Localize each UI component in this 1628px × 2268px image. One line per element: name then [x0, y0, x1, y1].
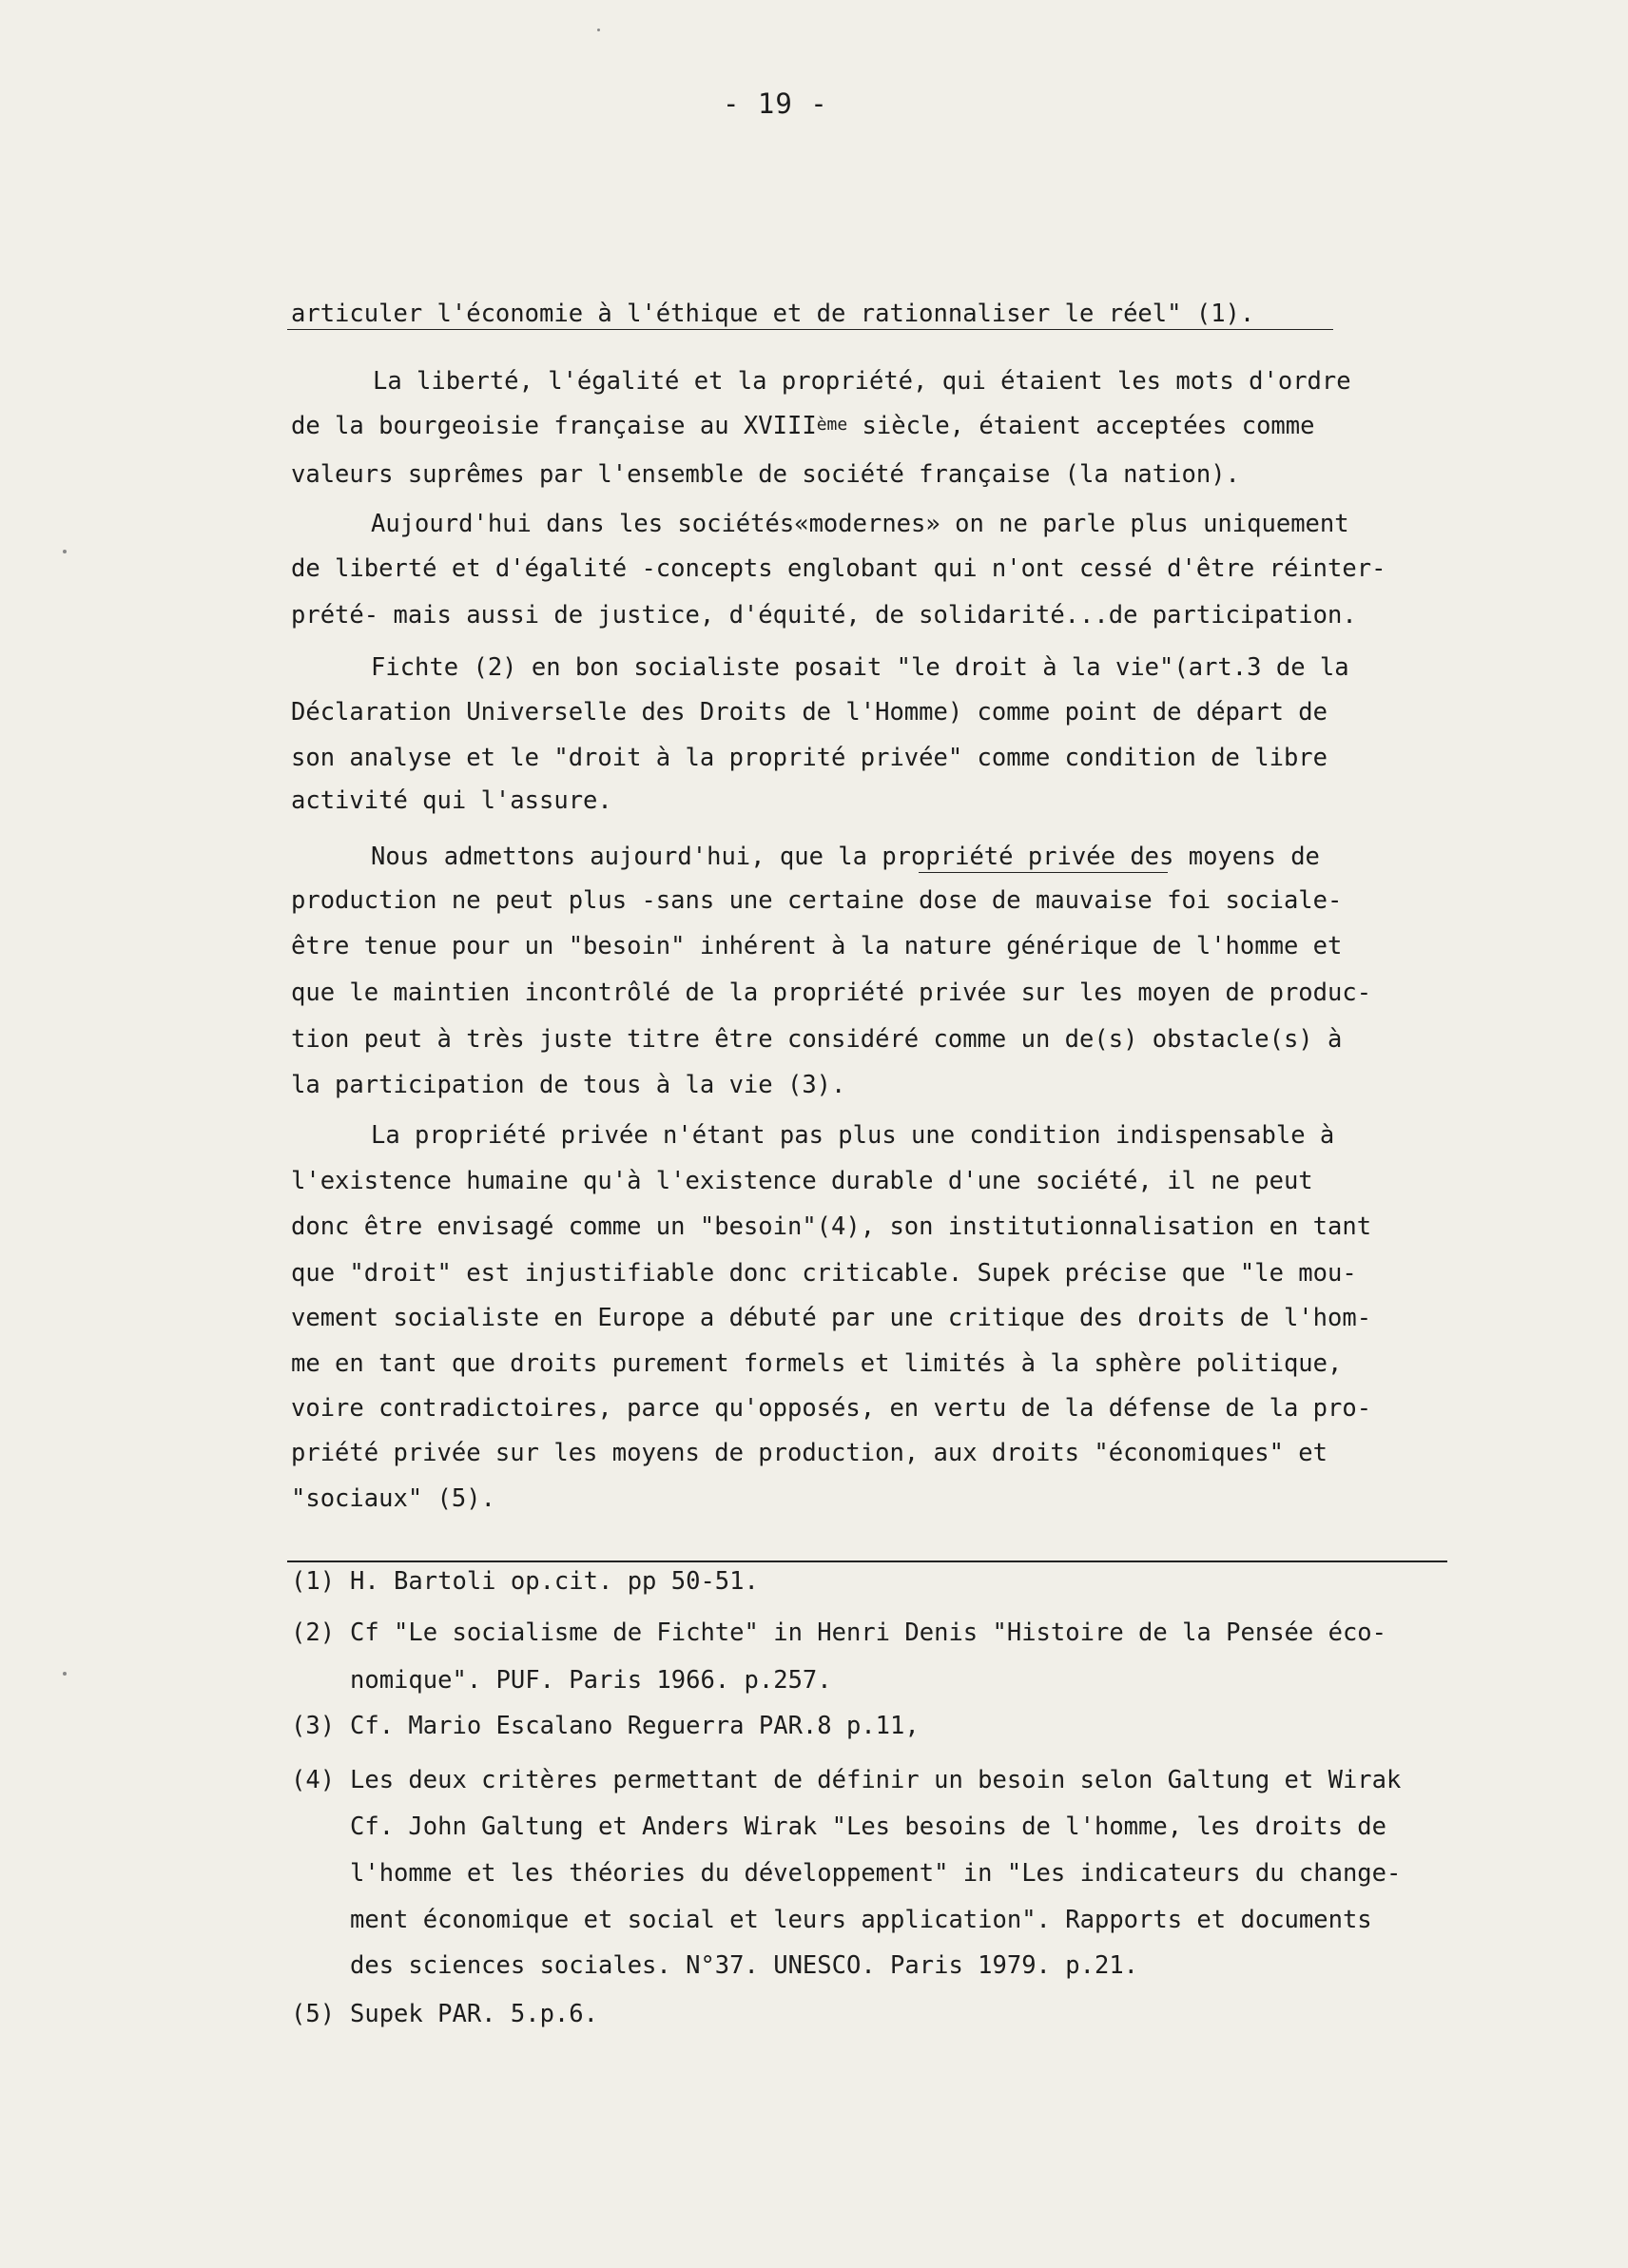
body-line: me en tant que droits purement formels et limités à la sphère politique, — [291, 1349, 1343, 1378]
body-line: la participation de tous à la vie (3). — [291, 1071, 846, 1099]
body-line: prété- mais aussi de justice, d'équité, de solidarité...de participation. — [291, 601, 1357, 630]
footnote-text: Cf "Le socialisme de Fichte" in Henri Denis "Histoire de la Pensée éco- — [350, 1619, 1387, 1647]
body-line: activité qui l'assure. — [291, 786, 612, 815]
body-line: Déclaration Universelle des Droits de l'Homme) comme point de départ de — [291, 698, 1328, 727]
body-line: l'existence humaine qu'à l'existence durable d'une société, il ne peut — [291, 1167, 1313, 1195]
body-line: La propriété privée n'étant pas plus une condition indispensable à — [371, 1121, 1335, 1150]
body-line: son analyse et le "droit à la proprité privée" comme condition de libre — [291, 744, 1328, 772]
body-line: que le maintien incontrôlé de la propriété privée sur les moyen de produc- — [291, 979, 1372, 1007]
body-text: de la bourgeoisie française au XVIII — [291, 412, 817, 440]
footnote-number: (3) — [291, 1712, 336, 1740]
body-line: vement socialiste en Europe a débuté par une critique des droits de l'hom- — [291, 1304, 1372, 1332]
body-line: articuler l'économie à l'éthique et de rationnaliser le réel" (1). — [291, 300, 1255, 328]
footnote-text: ment économique et social et leurs application". Rapports et documents — [350, 1906, 1372, 1934]
body-line: tion peut à très juste titre être considéré comme un de(s) obstacle(s) à — [291, 1025, 1343, 1054]
propriete-privee-underline — [919, 872, 1168, 873]
body-line: "sociaux" (5). — [291, 1484, 495, 1513]
body-line-propriete: Nous admettons aujourd'hui, que la propriété privée des moyens de — [371, 843, 1320, 871]
footnote-text: Supek PAR. 5.p.6. — [350, 2000, 598, 2028]
quote-underline — [287, 329, 1333, 330]
footnote-number: (2) — [291, 1619, 336, 1647]
hole-punch-mark — [63, 1672, 67, 1676]
body-line: priété privée sur les moyens de production, aux droits "économiques" et — [291, 1439, 1328, 1467]
body-line: Fichte (2) en bon socialiste posait "le droit à la vie"(art.3 de la — [371, 653, 1349, 682]
body-line: être tenue pour un "besoin" inhérent à la nature générique de l'homme et — [291, 932, 1343, 960]
body-line: La liberté, l'égalité et la propriété, qui étaient les mots d'ordre — [373, 367, 1351, 396]
body-line: voire contradictoires, parce qu'opposés, en vertu de la défense de la pro- — [291, 1394, 1372, 1423]
footnote-number: (5) — [291, 2000, 336, 2028]
footnote-text: nomique". PUF. Paris 1966. p.257. — [350, 1666, 832, 1695]
body-line: de liberté et d'égalité -concepts englobant qui n'ont cessé d'être réinter- — [291, 554, 1386, 583]
body-line-bourgeoisie — [291, 411, 1314, 444]
superscript: ème — [816, 415, 848, 435]
page-number: - 19 - — [723, 87, 828, 120]
body-line: donc être envisagé comme un "besoin"(4), son institutionnalisation en tant — [291, 1212, 1372, 1241]
footnote-separator — [287, 1560, 1447, 1562]
body-line: que "droit" est injustifiable donc criticable. Supek précise que "le mou- — [291, 1259, 1357, 1288]
footnote-text: Cf. Mario Escalano Reguerra PAR.8 p.11, — [350, 1712, 920, 1740]
hole-punch-mark — [63, 550, 67, 553]
footnote-text: l'homme et les théories du développement" in "Les indicateurs du change- — [350, 1859, 1402, 1888]
body-line: Aujourd'hui dans les sociétés«modernes» on ne parle plus uniquement — [371, 510, 1349, 538]
footnote-text: des sciences sociales. N°37. UNESCO. Paris 1979. p.21. — [350, 1951, 1139, 1980]
body-line: valeurs suprêmes par l'ensemble de société française (la nation). — [291, 460, 1240, 489]
body-line: production ne peut plus -sans une certaine dose de mauvaise foi sociale- — [291, 886, 1343, 915]
footnote-text: H. Bartoli op.cit. pp 50-51. — [350, 1567, 759, 1596]
footnote-number: (1) — [291, 1567, 336, 1596]
ink-speck — [597, 29, 600, 31]
footnote-number: (4) — [291, 1766, 336, 1794]
footnote-text: Cf. John Galtung et Anders Wirak "Les besoins de l'homme, les droits de — [350, 1812, 1387, 1841]
footnote-text: Les deux critères permettant de définir un besoin selon Galtung et Wirak — [350, 1766, 1402, 1794]
body-text: siècle, étaient acceptées comme — [847, 412, 1315, 440]
